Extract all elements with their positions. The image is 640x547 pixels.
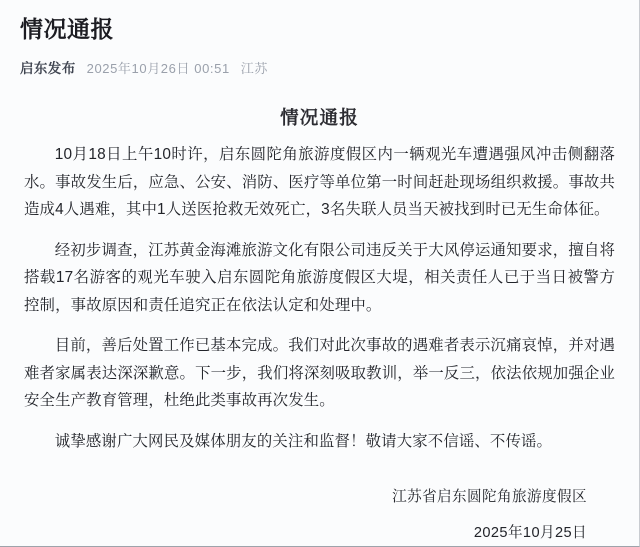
article-paragraph: 诚挚感谢广大网民及媒体朋友的关注和监督！敬请大家不信谣、不传谣。 <box>54 432 553 450</box>
article-heading: 情况通报 <box>280 107 359 128</box>
signature-block <box>24 482 615 547</box>
post-meta <box>20 57 619 77</box>
article-paragraph: 经初步调查，江苏黄金海滩旅游文化有限公司违反关于大风停运通知要求，擅自将搭载17名游客的观光车驶入启东圆陀角旅游度假区大堤，相关责任人已于当日被警方控制，事故原因和责任追究正在依法认定和处理中。 <box>24 241 615 314</box>
page-title: 情况通报 <box>20 16 114 42</box>
post-header <box>0 0 639 77</box>
signature-organization: 江苏省启东圆陀角旅游度假区 <box>392 489 587 505</box>
article-body <box>0 77 639 547</box>
article-paragraph: 10月18日上午10时许，启东圆陀角旅游度假区内一辆观光车遭遇强风冲击侧翻落水。事故发生后，应急、公安、消防、医疗等单位第一时间赶赴现场组织救援。事故共造成4人遇难，其中1人送医抢救无效死亡，3名失联人员当天被找到时已无生命体征。 <box>24 146 615 218</box>
post-region: 江苏 <box>240 61 268 76</box>
article-paragraph: 目前，善后处置工作已基本完成。我们对此次事故的遇难者表示沉痛哀悼，并对遇难者家属表达深深歉意。下一步，我们将深刻吸取教训，举一反三，依法依规加强企业安全生产教育管理，杜绝此类事故再次发生。 <box>24 337 615 409</box>
signature-date: 2025年10月25日 <box>473 525 587 541</box>
post-source[interactable]: 启东发布 <box>20 61 76 76</box>
post-timestamp: 2025年10月26日 00:51 <box>86 61 230 76</box>
